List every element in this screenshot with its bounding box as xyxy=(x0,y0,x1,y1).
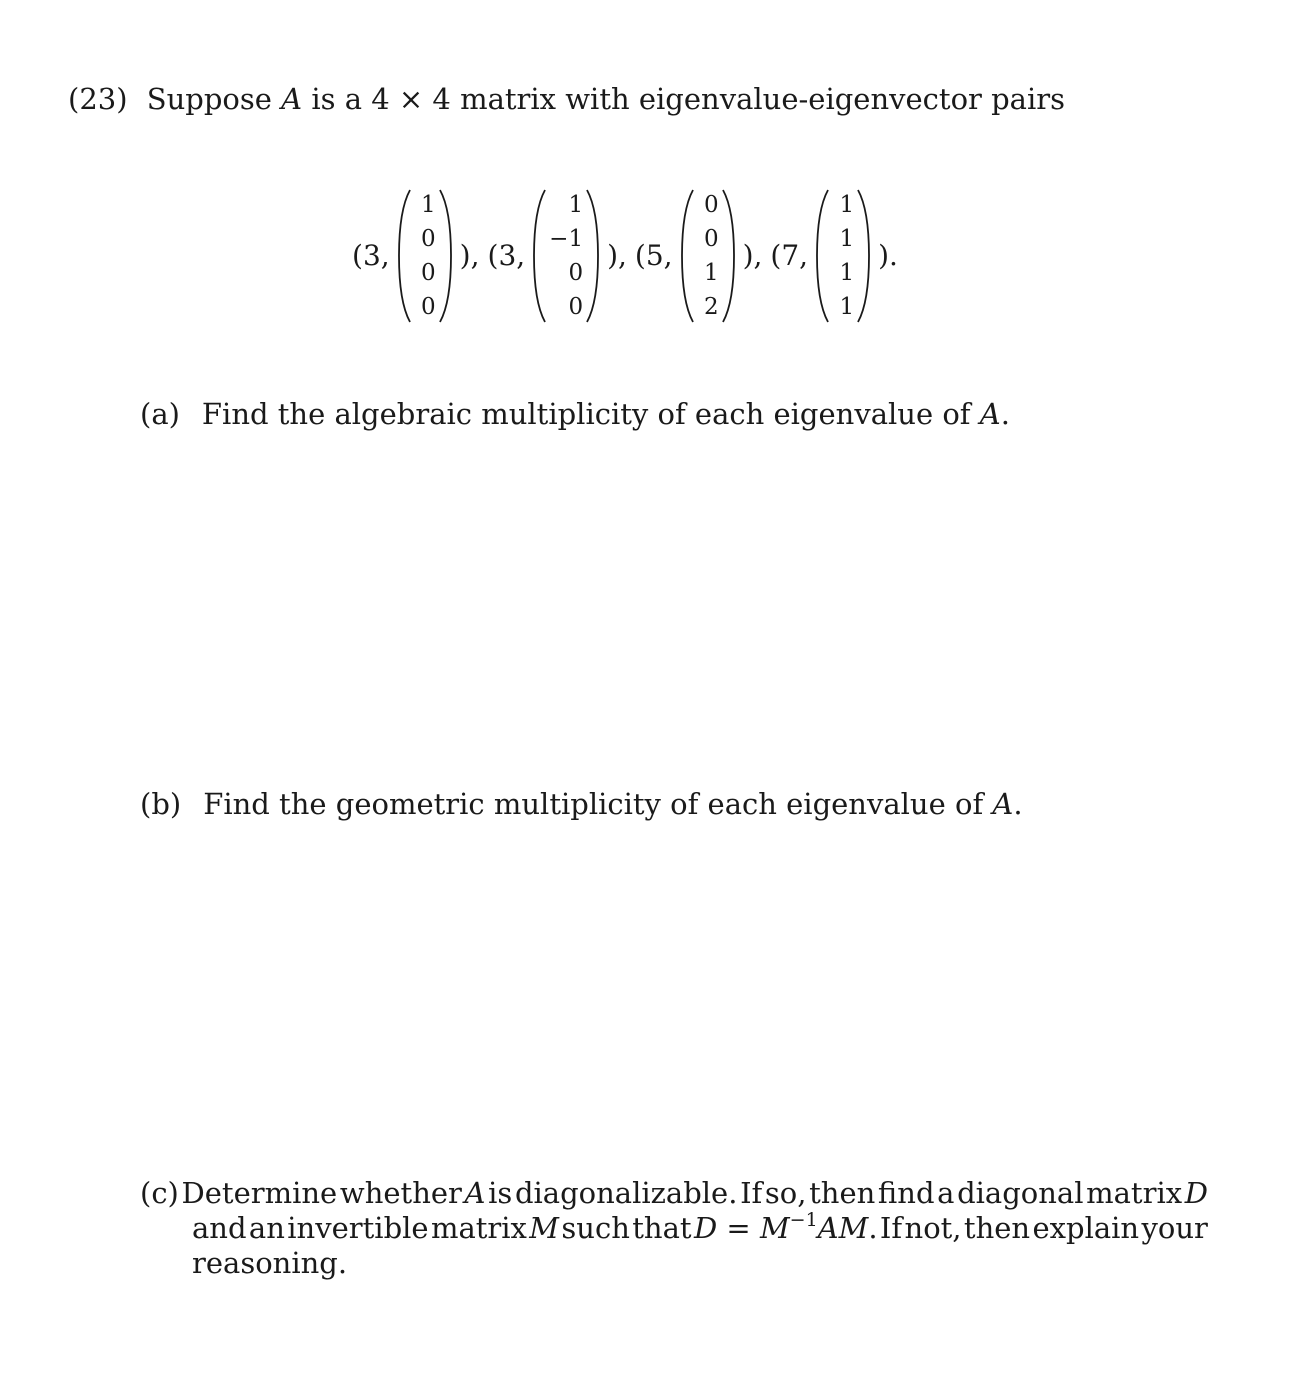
word: M xyxy=(529,1211,559,1245)
vector-entries xyxy=(547,188,585,324)
word: then xyxy=(963,1211,1031,1245)
part-b-symbol: A xyxy=(992,787,1014,821)
vector-entry: 1 xyxy=(839,294,855,320)
word: find xyxy=(877,1176,935,1210)
left-bracket xyxy=(814,188,830,324)
word: $D = M^{-1}AM$. xyxy=(693,1209,878,1245)
vector-entries xyxy=(695,188,721,324)
part-c-line-2 xyxy=(192,1211,1208,1246)
vector-entries xyxy=(412,188,438,324)
problem-number: (23) xyxy=(68,82,128,116)
comma: , xyxy=(799,239,809,272)
part-b-end: . xyxy=(1013,787,1023,821)
word: A xyxy=(464,1176,486,1210)
comma: , xyxy=(663,239,673,272)
part-a-text: Find the algebraic multiplicity of each eigenvalue of xyxy=(201,397,971,431)
vector-entry: 0 xyxy=(703,226,719,252)
eigenpair xyxy=(352,188,488,324)
eigenvalue: 3 xyxy=(498,239,517,272)
part-b xyxy=(140,787,1023,822)
right-bracket xyxy=(721,188,737,324)
eigenvector xyxy=(531,188,601,324)
word: diagonal xyxy=(957,1176,1084,1210)
right-bracket xyxy=(856,188,872,324)
intro-text: Suppose xyxy=(146,82,272,116)
vector-entry: 0 xyxy=(421,260,436,286)
word: an xyxy=(248,1211,285,1245)
eigenvalue: 7 xyxy=(781,239,800,272)
eigenpair xyxy=(488,188,635,324)
part-c-line-3: reasoning. xyxy=(192,1246,348,1280)
word: whether xyxy=(339,1176,462,1210)
right-bracket xyxy=(585,188,601,324)
eigenpairs-list xyxy=(352,186,898,326)
eigenvector xyxy=(679,188,737,324)
right-bracket xyxy=(438,188,454,324)
open-paren: ( xyxy=(487,239,499,272)
vector-entry: 1 xyxy=(568,192,584,218)
vector-entry: 1 xyxy=(839,192,855,218)
part-b-label: (b) xyxy=(140,787,182,821)
left-bracket xyxy=(531,188,547,324)
word: diagonalizable. xyxy=(514,1176,738,1210)
word: Determine xyxy=(181,1176,338,1210)
comma: , xyxy=(516,239,526,272)
left-bracket xyxy=(396,188,412,324)
word: not, xyxy=(904,1211,962,1245)
vector-entry: 0 xyxy=(421,294,436,320)
comma: , xyxy=(380,239,390,272)
intro-rest: is a 4 × 4 matrix with eigenvalue-eigenvector pairs xyxy=(311,82,1065,116)
word: that xyxy=(632,1211,692,1245)
part-a-label: (a) xyxy=(140,397,180,431)
eigenvector xyxy=(396,188,454,324)
matrix-symbol: A xyxy=(281,82,303,116)
eigenvalue: 3 xyxy=(362,239,381,272)
word: such xyxy=(561,1211,630,1245)
word: a xyxy=(937,1176,955,1210)
word: D xyxy=(1184,1176,1208,1210)
word: explain xyxy=(1032,1211,1140,1245)
vector-entry: 1 xyxy=(839,260,855,286)
word: If xyxy=(740,1176,763,1210)
word: and xyxy=(192,1211,247,1245)
vector-entry: 1 xyxy=(703,260,719,286)
vector-entries xyxy=(830,188,856,324)
eigenvector xyxy=(814,188,872,324)
part-a-symbol: A xyxy=(979,397,1001,431)
word: your xyxy=(1141,1211,1208,1245)
word: so, xyxy=(764,1176,807,1210)
close-paren: ), xyxy=(607,239,627,272)
close-paren: ), xyxy=(742,239,763,272)
vector-entry: 1 xyxy=(839,226,855,252)
eigenpair xyxy=(635,188,771,324)
word: matrix xyxy=(430,1211,527,1245)
open-paren: ( xyxy=(634,239,646,272)
open-paren: ( xyxy=(352,239,363,272)
word: invertible xyxy=(287,1211,429,1245)
vector-entry: 1 xyxy=(421,192,436,218)
close-paren: ). xyxy=(878,239,898,272)
word: matrix xyxy=(1086,1176,1183,1210)
vector-entry: −1 xyxy=(549,226,584,252)
eigenpair xyxy=(770,188,898,324)
part-c-line-1 xyxy=(140,1176,1208,1211)
vector-entry: 0 xyxy=(568,260,584,286)
vector-entry: 0 xyxy=(703,192,719,218)
part-b-text: Find the geometric multiplicity of each eigenvalue of xyxy=(203,787,984,821)
problem-statement xyxy=(68,82,1065,117)
word: If xyxy=(879,1211,903,1245)
close-paren: ), xyxy=(459,239,480,272)
open-paren: ( xyxy=(770,239,782,272)
part-a xyxy=(140,397,1010,432)
word: then xyxy=(809,1176,876,1210)
vector-entry: 0 xyxy=(568,294,584,320)
vector-entry: 2 xyxy=(703,294,719,320)
vector-entry: 0 xyxy=(421,226,436,252)
part-c-label: (c) xyxy=(140,1176,179,1210)
word: is xyxy=(488,1176,513,1210)
eigenvalue: 5 xyxy=(645,239,664,272)
part-a-end: . xyxy=(1000,397,1010,431)
left-bracket xyxy=(679,188,695,324)
